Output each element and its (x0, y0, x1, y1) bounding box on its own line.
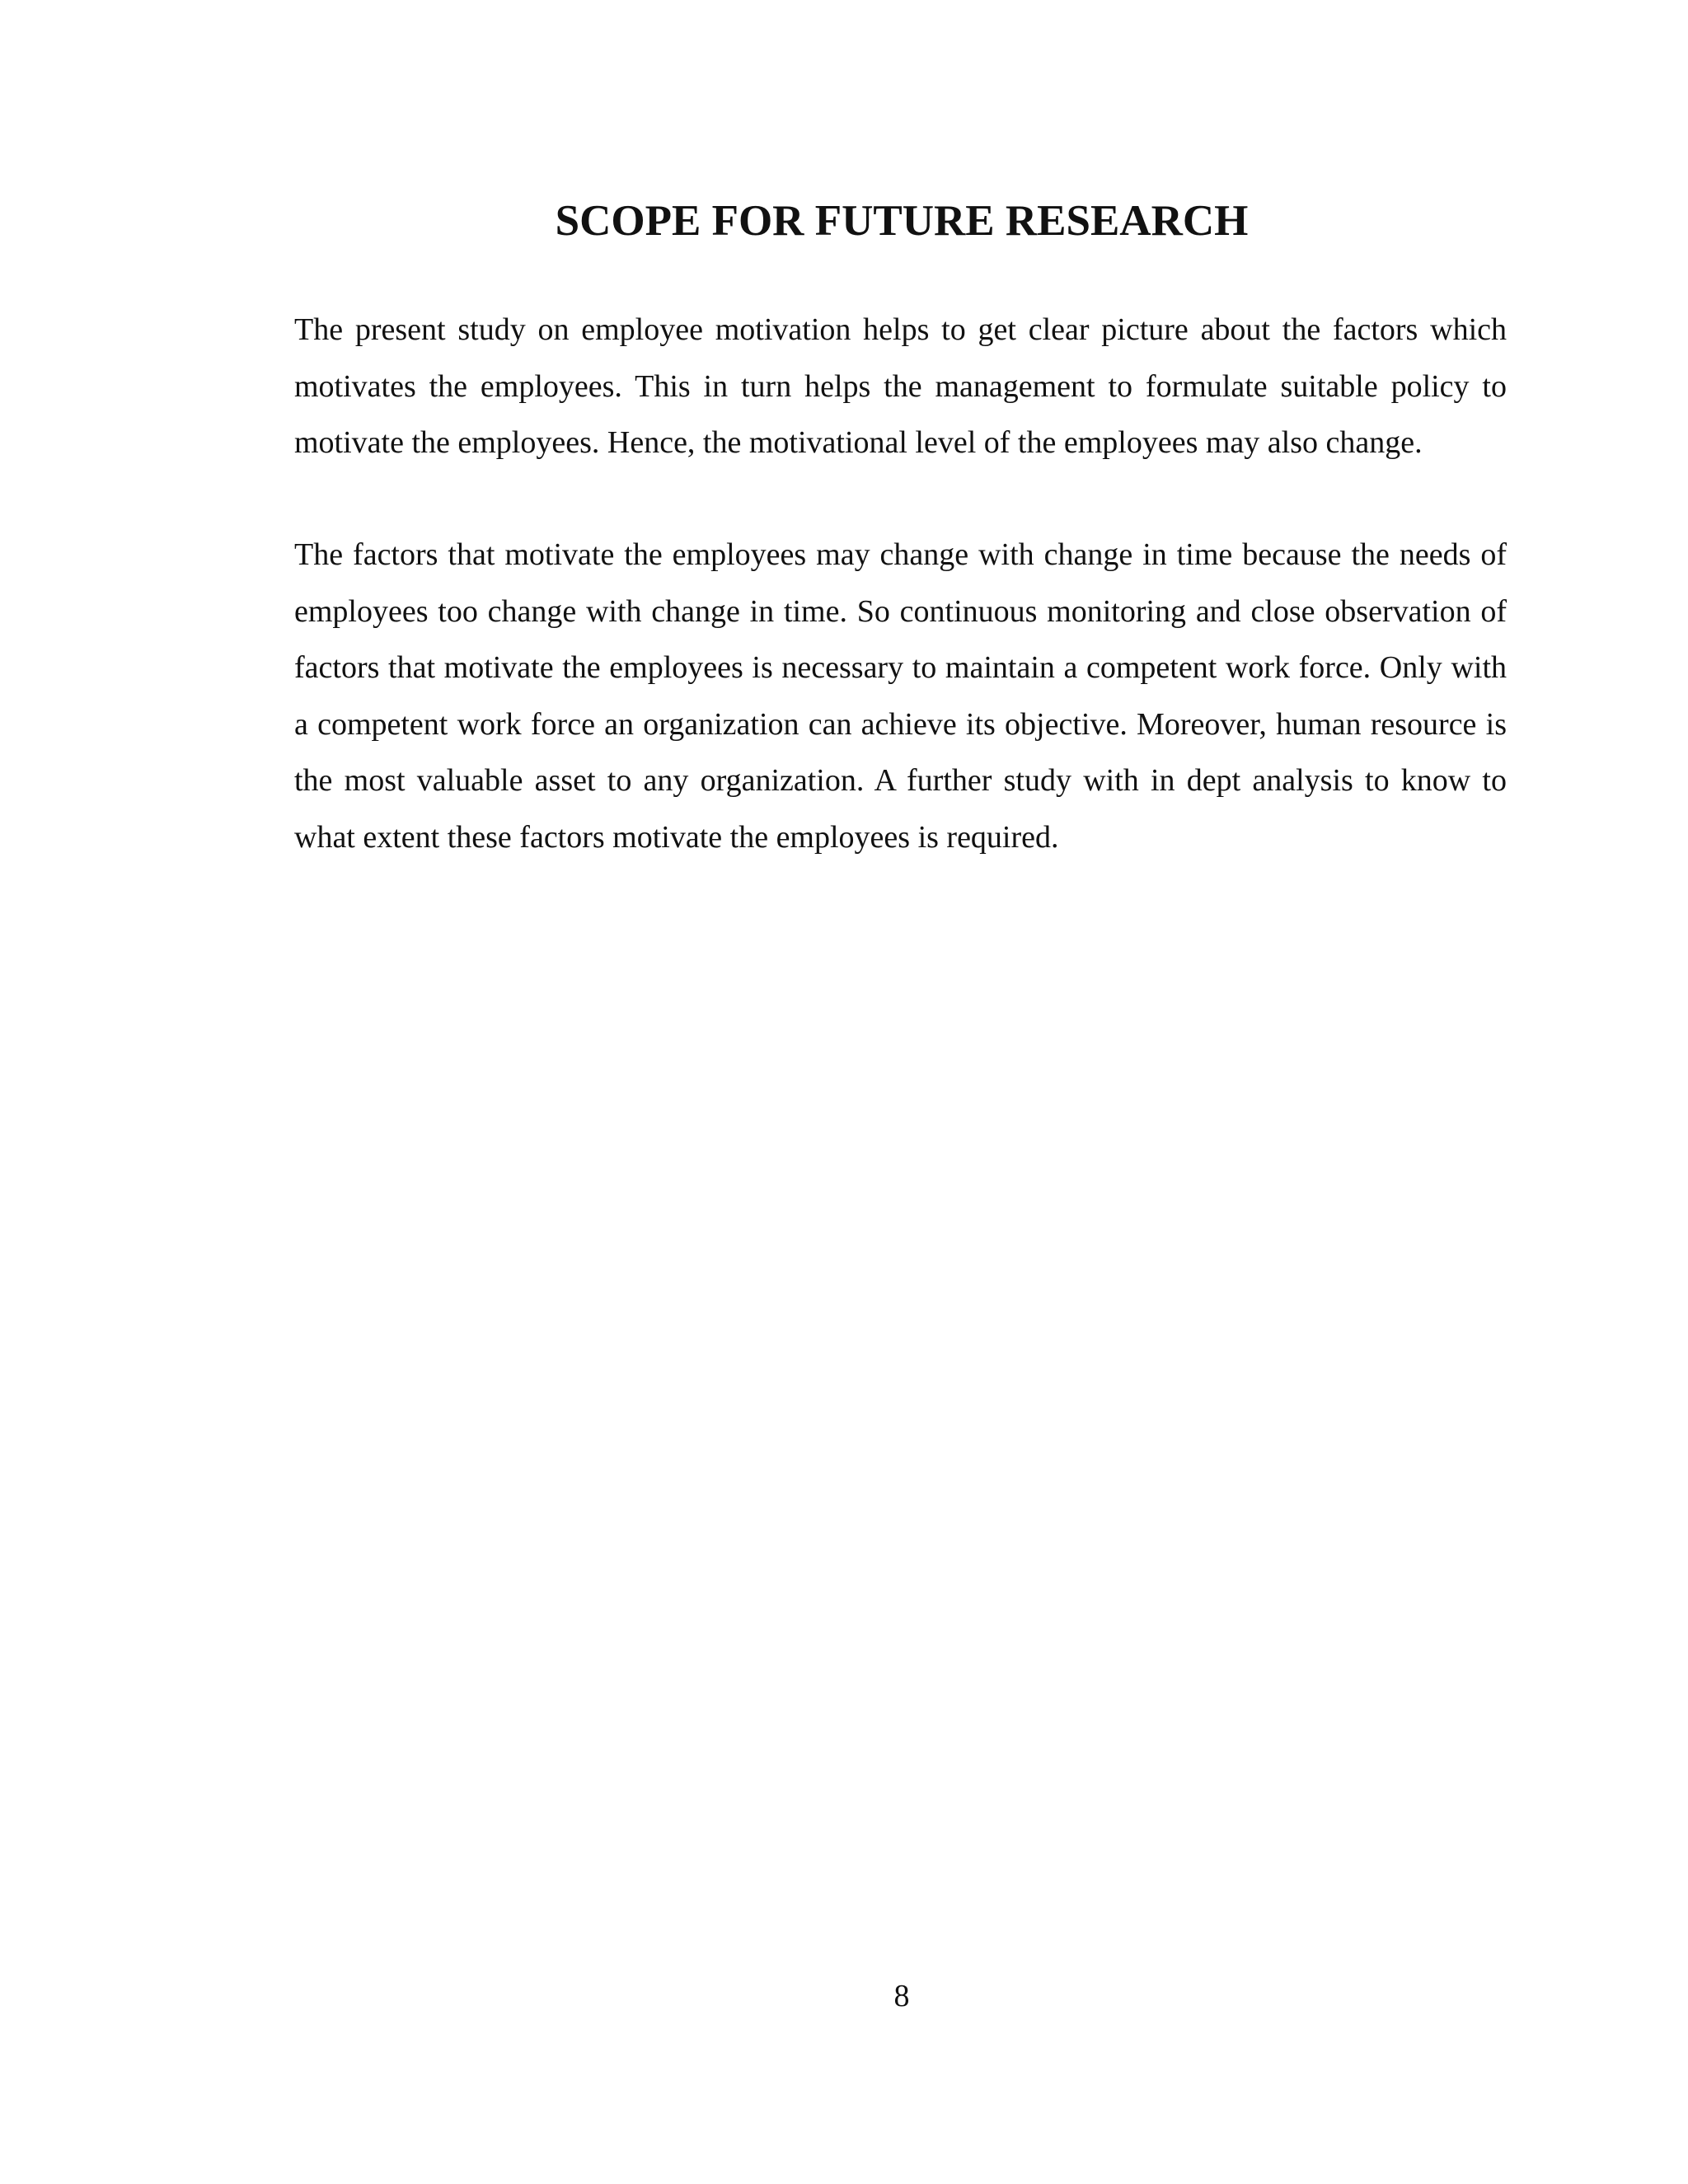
page-number: 8 (893, 1979, 910, 2013)
paragraph-2: The factors that motivate the employees may change with change in time because the needs of employees too change with change in time. So continuous monitoring and close observation of factors that motivate the employees is necessary to maintain a competent work force. Only with a competent work force an organization can achieve its objective. Moreover, human resource is the most valuable asset to any organization. A further study with in dept analysis to know to what extent these factors motivate the employees is required. (294, 537, 1507, 855)
paragraph-1: The present study on employee motivation helps to get clear picture about the factors which motivates the employees. This in turn helps the management to formulate suitable policy to motivate the employees. Hence, the motivational level of the employees may also change. (294, 312, 1507, 460)
page-title: SCOPE FOR FUTURE RESEARCH (555, 197, 1249, 245)
